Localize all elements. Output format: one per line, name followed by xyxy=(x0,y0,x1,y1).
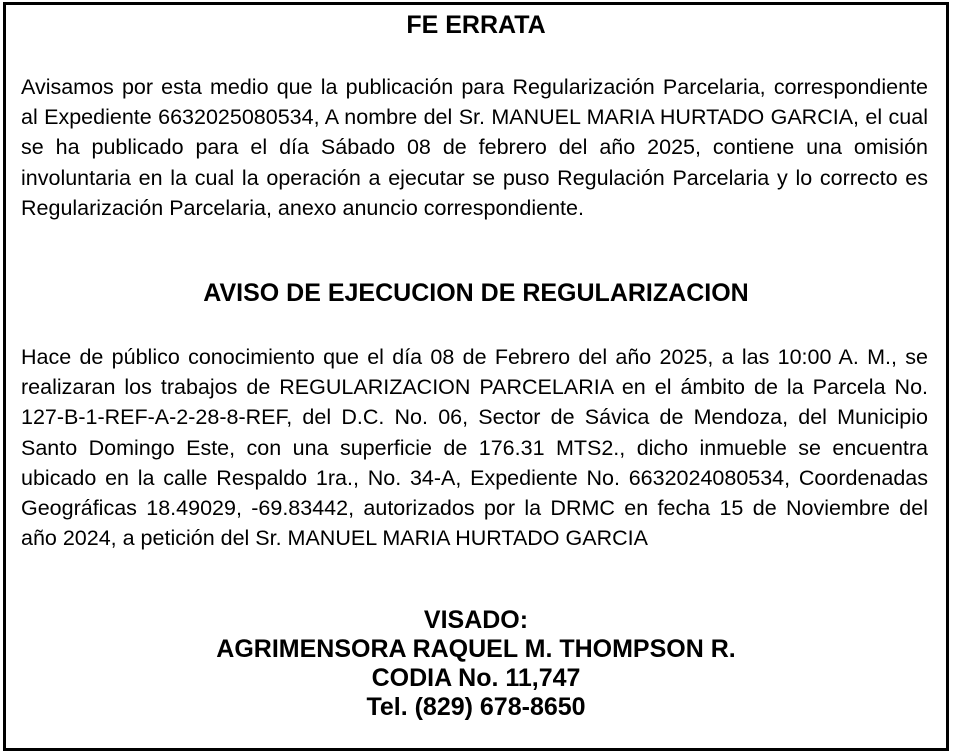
surveyor-name: AGRIMENSORA RAQUEL M. THOMPSON R. xyxy=(216,635,736,663)
telephone: Tel. (829) 678-8650 xyxy=(366,693,586,721)
visado-label: VISADO: xyxy=(423,606,529,634)
codia-number: CODIA No. 11,747 xyxy=(371,664,581,692)
notice-box xyxy=(3,2,949,751)
errata-body: Avisamos por esta medio que la publicación para Regularización Parcelaria, correspondiente al Expediente 6632025080534, A nombre del Sr. MANUEL MARIA HURTADO GARCIA, el cual se ha publicado para el día Sábado 08 de febrero del año 2025, contiene una omisión involuntaria en la cual la operación a ejecutar se puso Regulación Parcelaria y lo correcto es Regularización Parcelaria, anexo anuncio correspondiente. xyxy=(21,75,928,220)
signature-block xyxy=(6,606,946,722)
errata-title: FE ERRATA xyxy=(406,11,546,39)
aviso-body: Hace de público conocimiento que el día 08 de Febrero del año 2025, a las 10:00 A. M., se realizaran los trabajos de REGULARIZACION PARCELARIA en el ámbito de la Parcela No. 127-B-1-REF-A-2-28-8-REF, del D.C. No. 06, Sector de Sávica de Mendoza, del Municipio Santo Domingo Este, con una superficie de 176.31 MTS2., dicho inmueble se encuentra ubicado en la calle Respaldo 1ra., No. 34-A, Expediente No. 6632024080534, Coordenadas Geográficas 18.49029, -69.83442, autorizados por la DRMC en fecha 15 de Noviembre del año 2024, a petición del Sr. MANUEL MARIA HURTADO GARCIA xyxy=(21,345,928,551)
aviso-title: AVISO DE EJECUCION DE REGULARIZACION xyxy=(203,279,749,307)
